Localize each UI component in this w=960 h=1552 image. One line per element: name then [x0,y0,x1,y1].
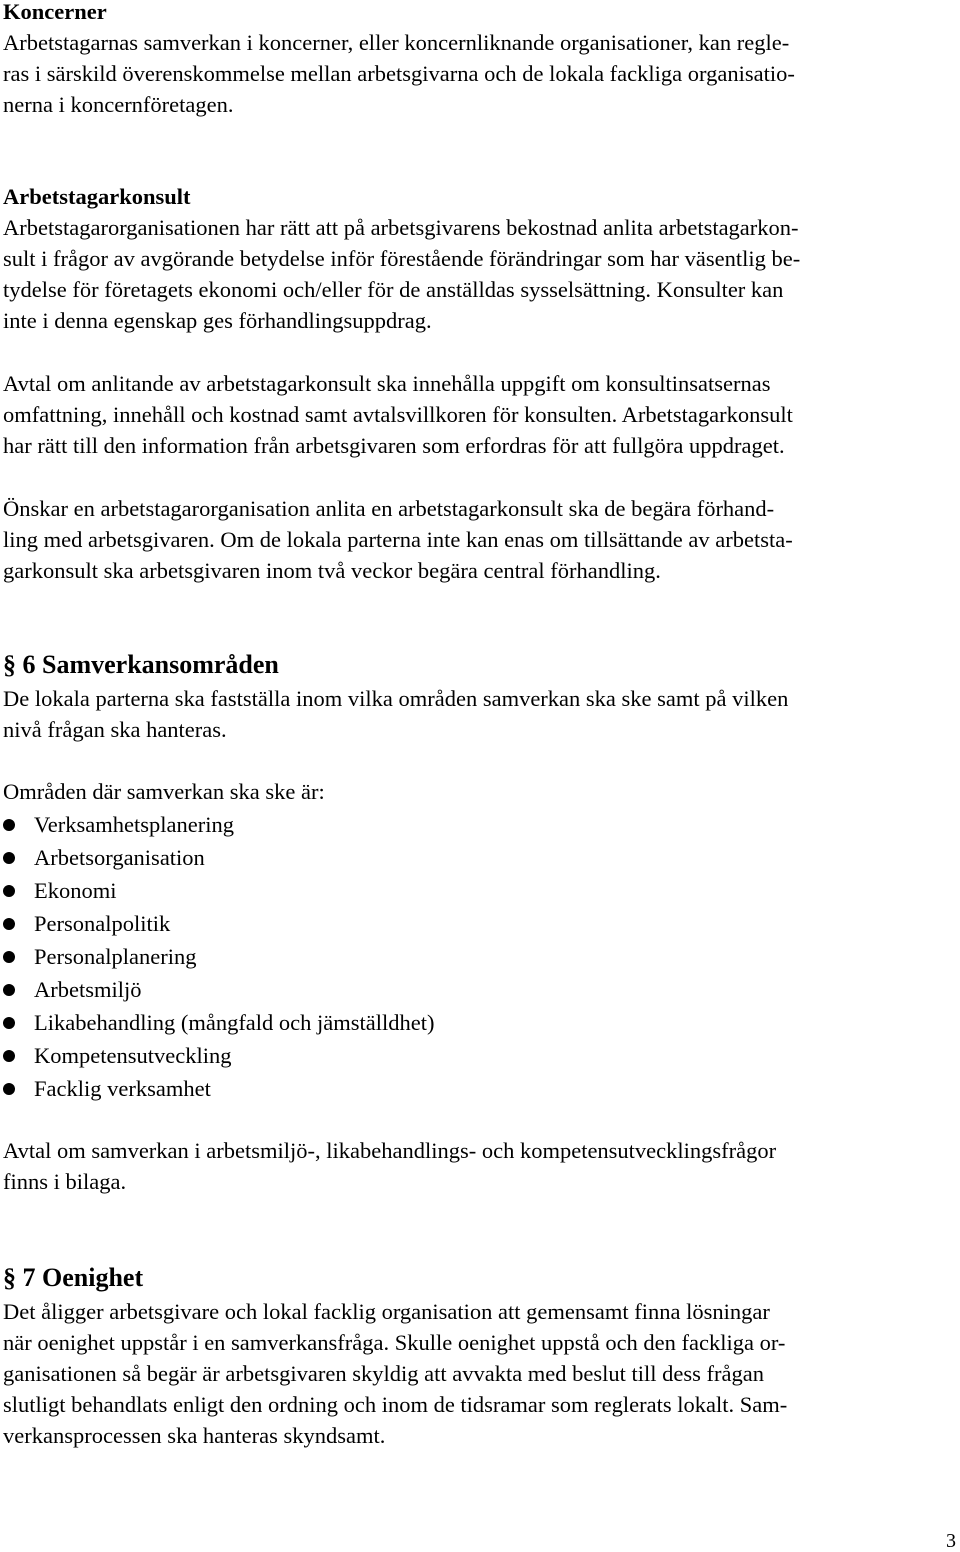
page-number: 3 [946,1530,956,1552]
paragraph-line: nerna i koncernföretagen. [3,92,234,117]
paragraph-line: slutligt behandlats enligt den ordning och inom de tidsramar som reglerats lokalt. Sam- [3,1392,788,1417]
list-item: Verksamhetsplanering [34,812,234,837]
bullet-icon [3,1050,15,1062]
bullet-icon [3,918,15,930]
bullet-icon [3,951,15,963]
paragraph-line: Önskar en arbetstagarorganisation anlita en arbetstagarkonsult ska de begära förhand- [3,496,775,521]
paragraph-line: Det åligger arbetsgivare och lokal facklig organisation att gemensamt finna lösningar [3,1299,770,1324]
paragraph-line: De lokala parterna ska fastställa inom vilka områden samverkan ska ske samt på vilken [3,686,789,711]
list-item: Personalpolitik [34,911,171,936]
list-item: Kompetensutveckling [34,1043,232,1068]
paragraph-line: tydelse för företagets ekonomi och/eller för de anställdas sysselsättning. Konsulter kan [3,277,784,302]
paragraph-line: Arbetstagarnas samverkan i koncerner, eller koncernliknande organisationer, kan regle- [3,30,790,55]
section-title-koncerner: Koncerner [3,0,107,24]
bullet-icon [3,852,15,864]
list-item: Facklig verksamhet [34,1076,211,1101]
section-heading-oenighet: § 7 Oenighet [3,1263,144,1292]
list-item: Likabehandling (mångfald och jämställdhet) [34,1010,435,1035]
section-heading-samverkansomraden: § 6 Samverkansområden [3,650,279,679]
paragraph-line: Arbetstagarorganisationen har rätt att på arbetsgivarens bekostnad anlita arbetstagarkon- [3,215,799,240]
section-title-arbetstagarkonsult: Arbetstagarkonsult [3,184,191,209]
list-item: Arbetsmiljö [34,977,142,1002]
list-item: Personalplanering [34,944,197,969]
bullet-icon [3,819,15,831]
paragraph-line: Avtal om samverkan i arbetsmiljö-, likabehandlings- och kompetensutvecklingsfrågor [3,1138,777,1163]
paragraph-line: ras i särskild överenskommelse mellan arbetsgivarna och de lokala fackliga organisatio- [3,61,795,86]
paragraph-line: finns i bilaga. [3,1169,127,1194]
list-intro: Områden där samverkan ska ske är: [3,779,325,804]
paragraph-line: sult i frågor av avgörande betydelse inför förestående förändringar som har väsentlig be- [3,246,801,271]
paragraph-line: inte i denna egenskap ges förhandlingsuppdrag. [3,308,432,333]
paragraph-line: ganisationen så begär är arbetsgivaren skyldig att avvakta med beslut till dess frågan [3,1361,765,1386]
list-item: Arbetsorganisation [34,845,205,870]
bullet-icon [3,1017,15,1029]
bullet-icon [3,885,15,897]
paragraph-line: omfattning, innehåll och kostnad samt avtalsvillkoren för konsulten. Arbetstagarkonsult [3,402,793,427]
paragraph-line: garkonsult ska arbetsgivaren inom två veckor begära central förhandling. [3,558,661,583]
bullet-icon [3,1083,15,1095]
paragraph-line: nivå frågan ska hanteras. [3,717,227,742]
paragraph-line: har rätt till den information från arbetsgivaren som erfordras för att fullgöra uppdraget. [3,433,785,458]
paragraph-line: verkansprocessen ska hanteras skyndsamt. [3,1423,386,1448]
bullet-icon [3,984,15,996]
list-item: Ekonomi [34,878,117,903]
paragraph-line: ling med arbetsgivaren. Om de lokala parterna inte kan enas om tillsättande av arbetsta- [3,527,793,552]
paragraph-line: Avtal om anlitande av arbetstagarkonsult ska innehålla uppgift om konsultinsatsernas [3,371,771,396]
paragraph-line: när oenighet uppstår i en samverkansfråga. Skulle oenighet uppstå och den fackliga or- [3,1330,786,1355]
